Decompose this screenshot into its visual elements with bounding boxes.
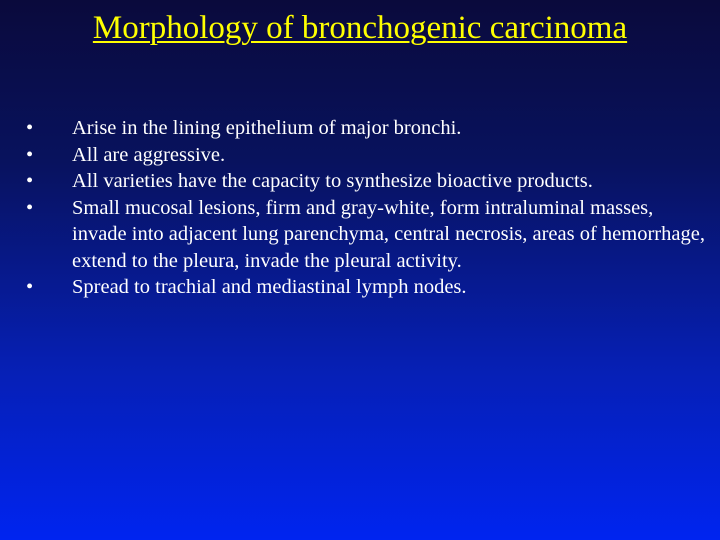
bullet-marker: • <box>26 170 34 192</box>
bullet-text: Small mucosal lesions, firm and gray-white, form intraluminal masses, invade into adjacent lung parenchyma, central necrosis, areas of hemorrhage, extend to the pleura, invade the pleural activity. <box>72 196 705 272</box>
bullet-marker: • <box>26 117 34 139</box>
bullet-item <box>26 142 706 169</box>
bullet-list <box>26 115 706 301</box>
bullet-marker: • <box>26 276 34 298</box>
bullet-item <box>26 195 706 275</box>
slide-title: Morphology of bronchogenic carcinoma <box>92 10 628 46</box>
bullet-marker: • <box>26 196 34 219</box>
bullet-marker: • <box>26 143 34 166</box>
bullet-text: All are aggressive. <box>72 143 226 166</box>
bullet-item <box>26 168 706 195</box>
bullet-text: Spread to trachial and mediastinal lymph nodes. <box>72 276 467 298</box>
bullet-item <box>26 274 706 301</box>
bullet-text: All varieties have the capacity to synthesize bioactive products. <box>72 170 593 192</box>
bullet-text: Arise in the lining epithelium of major bronchi. <box>72 117 462 139</box>
bullet-item <box>26 115 706 142</box>
